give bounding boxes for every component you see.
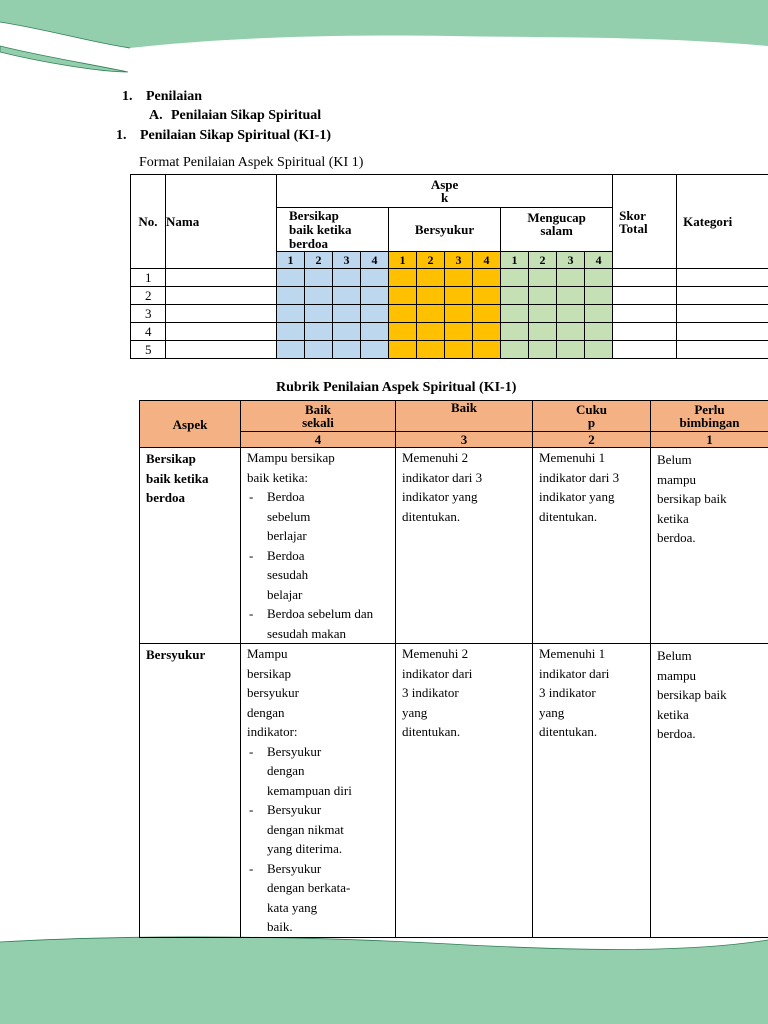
score-cell[interactable]	[473, 323, 501, 341]
scale-cell: 3	[557, 252, 585, 269]
rubric-baik-sekali-cell: Mampu bersikap bersyukur dengan indikator: - Bersyukur dengan kemampuan diri - Bersyukur dengan nikmat yang diterima. - Bersyukur dengan berkata- kata yang baik.	[241, 644, 396, 938]
heading-sikap-spiritual: A. Penilaian Sikap Spiritual	[149, 108, 322, 123]
nama-cell[interactable]	[166, 269, 277, 287]
rubric-col-perlu-bimbingan: Perlu bimbingan	[651, 401, 768, 432]
col-no-header: No.	[131, 175, 166, 269]
scale-cell: 1	[389, 252, 417, 269]
rubric-baik-sekali-cell: Mampu bersikap baik ketika: - Berdoa sebelum berlajar - Berdoa sesudah belajar - Berdoa sebelum dan sesudah makan	[241, 448, 396, 644]
scale-cell: 2	[417, 252, 445, 269]
score-cell[interactable]	[529, 287, 557, 305]
score-cell[interactable]	[277, 287, 305, 305]
score-cell[interactable]	[389, 287, 417, 305]
scale-cell: 4	[585, 252, 613, 269]
group-bersyukur-header: Bersyukur	[389, 208, 501, 252]
rubric-cukup-cell: Memenuhi 1 indikator dari 3 indikator yang ditentukan.	[533, 644, 651, 938]
row-number: 2	[131, 287, 166, 305]
rubric-col-cukup: Cuku p	[533, 401, 651, 432]
nama-cell[interactable]	[166, 287, 277, 305]
rubric-aspect-name: Bersikap baik ketika berdoa	[140, 448, 241, 644]
score-cell[interactable]	[389, 305, 417, 323]
rubric-perlu-cell: Belum mampu bersikap baik ketika berdoa.	[651, 448, 768, 644]
format-table-row	[131, 269, 768, 287]
col-kategori-header: Kategori	[677, 175, 768, 269]
score-cell[interactable]	[473, 287, 501, 305]
format-table-row	[131, 341, 768, 359]
group-mengucap-header: Mengucap salam	[501, 208, 613, 252]
rubric-score: 2	[533, 432, 651, 448]
row-number: 5	[131, 341, 166, 359]
rubric-table-body	[140, 448, 768, 938]
score-cell[interactable]	[445, 323, 473, 341]
score-cell[interactable]	[529, 269, 557, 287]
indicator-item: - Berdoa sesudah belajar	[247, 546, 395, 605]
format-table-row	[131, 287, 768, 305]
rubric-score: 3	[396, 432, 533, 448]
col-aspek-header: Aspe k	[277, 175, 613, 208]
score-cell[interactable]	[557, 341, 585, 359]
score-cell[interactable]	[445, 305, 473, 323]
score-cell[interactable]	[501, 341, 529, 359]
kategori-cell[interactable]	[677, 305, 768, 323]
skor-total-cell[interactable]	[613, 269, 677, 287]
rubric-cukup-cell: Memenuhi 1 indikator dari 3 indikator yang ditentukan.	[533, 448, 651, 644]
rubric-score: 1	[651, 432, 768, 448]
score-cell[interactable]	[473, 305, 501, 323]
score-cell[interactable]	[389, 323, 417, 341]
rubric-baik-cell: Memenuhi 2 indikator dari 3 indikator yang ditentukan.	[396, 644, 533, 938]
score-cell[interactable]	[557, 269, 585, 287]
score-cell[interactable]	[277, 323, 305, 341]
row-number: 3	[131, 305, 166, 323]
score-cell[interactable]	[585, 269, 613, 287]
score-cell[interactable]	[333, 323, 361, 341]
score-cell[interactable]	[361, 305, 389, 323]
skor-total-cell[interactable]	[613, 323, 677, 341]
skor-total-cell[interactable]	[613, 305, 677, 323]
indicator-item: - Berdoa sebelum berlajar	[247, 487, 395, 546]
indicator-item: - Berdoa sebelum dan sesudah makan	[247, 604, 395, 643]
format-table-body	[131, 269, 768, 359]
score-cell[interactable]	[417, 269, 445, 287]
heading-penilaian: 1. Penilaian	[122, 89, 203, 104]
score-cell[interactable]	[501, 287, 529, 305]
score-cell[interactable]	[361, 341, 389, 359]
format-table-row	[131, 323, 768, 341]
scale-cell: 4	[361, 252, 389, 269]
score-cell[interactable]	[361, 269, 389, 287]
scale-cell: 1	[501, 252, 529, 269]
bottom-wave-decoration	[0, 930, 768, 1024]
score-cell[interactable]	[361, 287, 389, 305]
nama-cell[interactable]	[166, 341, 277, 359]
scale-cell: 4	[473, 252, 501, 269]
score-cell[interactable]	[585, 287, 613, 305]
score-cell[interactable]	[417, 341, 445, 359]
score-cell[interactable]	[529, 305, 557, 323]
format-penilaian-table	[130, 174, 768, 359]
score-cell[interactable]	[305, 305, 333, 323]
rubric-title: Rubrik Penilaian Aspek Spiritual (KI-1)	[276, 380, 517, 395]
score-cell[interactable]	[585, 305, 613, 323]
score-cell[interactable]	[501, 323, 529, 341]
score-cell[interactable]	[305, 269, 333, 287]
scale-cell: 2	[305, 252, 333, 269]
score-cell[interactable]	[305, 287, 333, 305]
heading-ki1: 1. Penilaian Sikap Spiritual (KI-1)	[116, 128, 331, 143]
scale-cell: 2	[529, 252, 557, 269]
score-cell[interactable]	[445, 269, 473, 287]
score-cell[interactable]	[529, 323, 557, 341]
score-cell[interactable]	[473, 341, 501, 359]
kategori-cell[interactable]	[677, 287, 768, 305]
score-cell[interactable]	[557, 323, 585, 341]
score-cell[interactable]	[417, 323, 445, 341]
score-cell[interactable]	[585, 323, 613, 341]
rubric-row	[140, 644, 768, 938]
rubric-score: 4	[241, 432, 396, 448]
score-cell[interactable]	[305, 341, 333, 359]
score-cell[interactable]	[333, 269, 361, 287]
skor-total-cell[interactable]	[613, 341, 677, 359]
score-cell[interactable]	[501, 269, 529, 287]
kategori-cell[interactable]	[677, 269, 768, 287]
kategori-cell[interactable]	[677, 323, 768, 341]
scale-cell: 3	[333, 252, 361, 269]
rubric-baik-cell: Memenuhi 2 indikator dari 3 indikator yang ditentukan.	[396, 448, 533, 644]
rubric-row	[140, 448, 768, 644]
score-cell[interactable]	[529, 341, 557, 359]
row-number: 1	[131, 269, 166, 287]
rubric-col-baik: Baik	[396, 401, 533, 432]
scale-cell: 3	[445, 252, 473, 269]
score-cell[interactable]	[585, 341, 613, 359]
score-cell[interactable]	[417, 287, 445, 305]
score-cell[interactable]	[445, 287, 473, 305]
indicator-item: - Bersyukur dengan kemampuan diri	[247, 742, 395, 801]
score-cell[interactable]	[473, 269, 501, 287]
indicator-item: - Bersyukur dengan berkata- kata yang baik.	[247, 859, 395, 937]
nama-cell[interactable]	[166, 305, 277, 323]
score-cell[interactable]	[417, 305, 445, 323]
score-cell[interactable]	[333, 305, 361, 323]
group-bersikap-header: Bersikap baik ketika berdoa	[277, 208, 389, 252]
rubric-col-aspek: Aspek	[140, 401, 241, 448]
score-cell[interactable]	[305, 323, 333, 341]
rubric-perlu-cell: Belum mampu bersikap baik ketika berdoa.	[651, 644, 768, 938]
score-cell[interactable]	[333, 287, 361, 305]
score-cell[interactable]	[277, 341, 305, 359]
score-cell[interactable]	[361, 323, 389, 341]
col-nama-header: Nama	[166, 175, 277, 269]
score-cell[interactable]	[333, 341, 361, 359]
skor-total-cell[interactable]	[613, 287, 677, 305]
kategori-cell[interactable]	[677, 341, 768, 359]
rubric-aspect-name: Bersyukur	[140, 644, 241, 938]
rubric-table	[139, 400, 768, 938]
score-cell[interactable]	[501, 305, 529, 323]
col-skor-header: Skor Total	[613, 175, 677, 269]
nama-cell[interactable]	[166, 323, 277, 341]
format-caption: Format Penilaian Aspek Spiritual (KI 1)	[139, 155, 364, 170]
score-cell[interactable]	[557, 305, 585, 323]
score-cell[interactable]	[557, 287, 585, 305]
score-cell[interactable]	[277, 269, 305, 287]
indicator-item: - Bersyukur dengan nikmat yang diterima.	[247, 800, 395, 859]
score-cell[interactable]	[389, 269, 417, 287]
score-cell[interactable]	[389, 341, 417, 359]
format-table-row	[131, 305, 768, 323]
score-cell[interactable]	[277, 305, 305, 323]
top-wave-decoration	[0, 0, 768, 80]
score-cell[interactable]	[445, 341, 473, 359]
scale-cell: 1	[277, 252, 305, 269]
rubric-col-baik-sekali: Baik sekali	[241, 401, 396, 432]
row-number: 4	[131, 323, 166, 341]
